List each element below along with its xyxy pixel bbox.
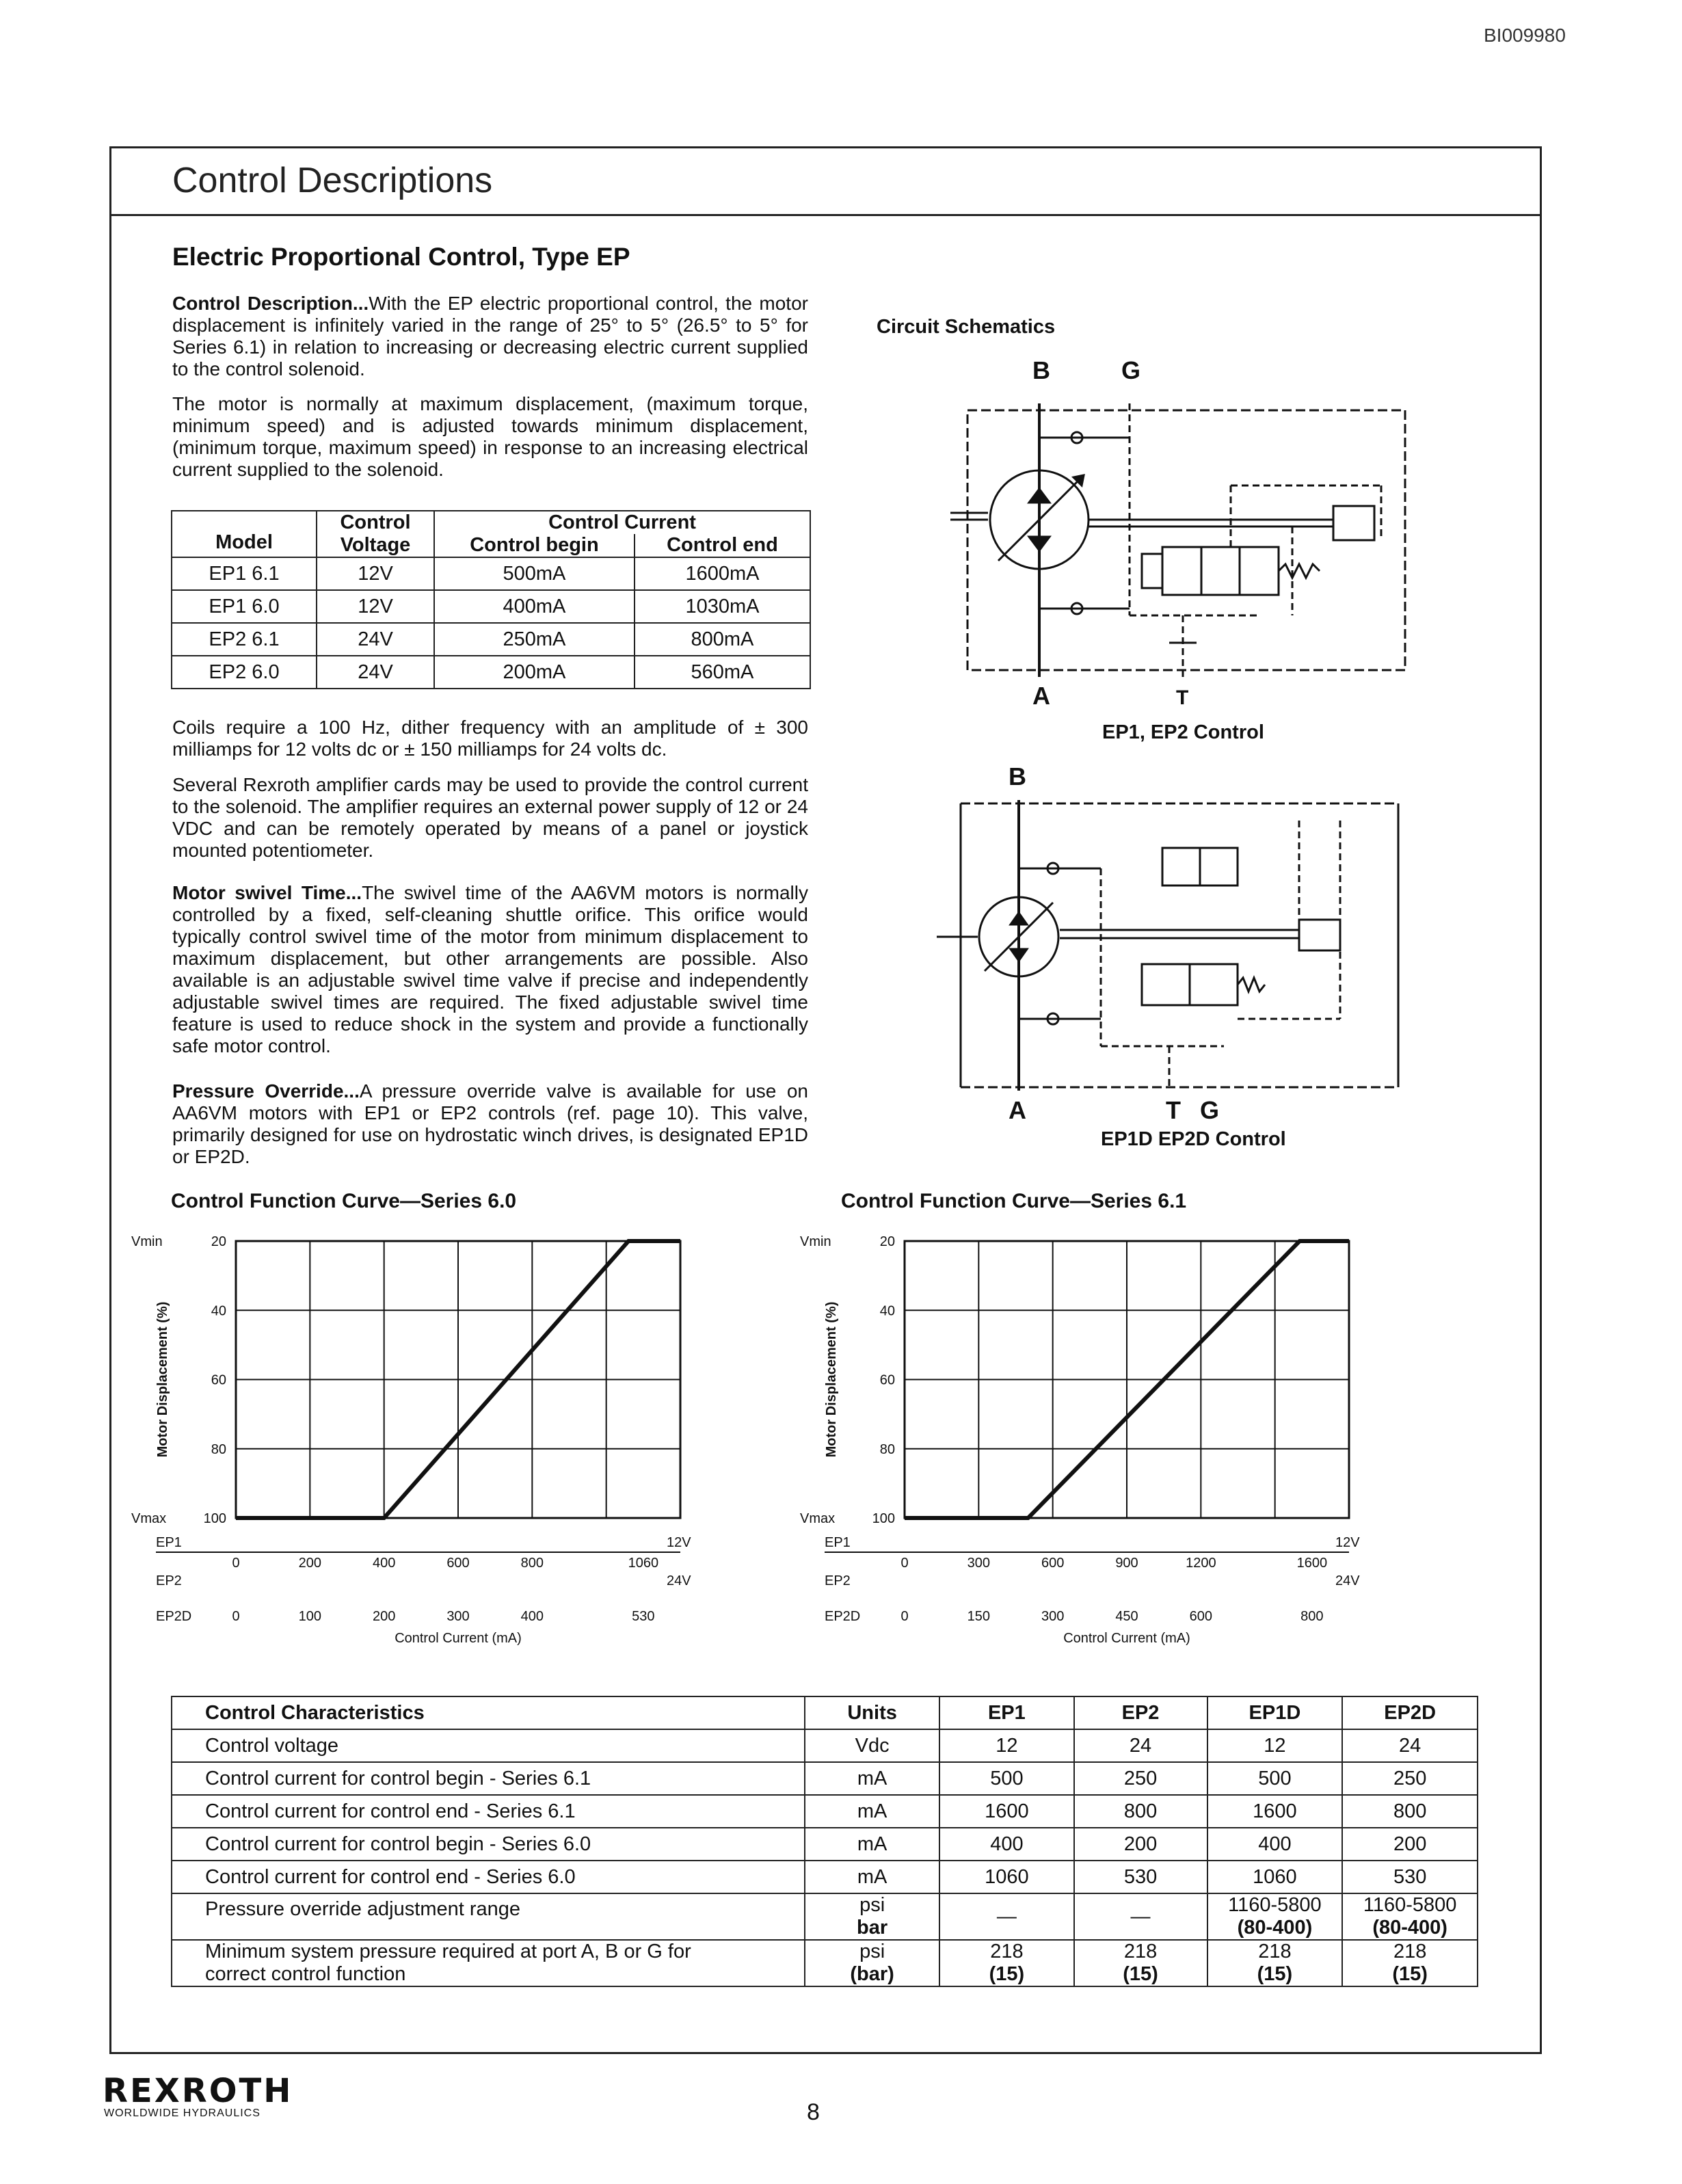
po-ep1d-psi: 1160-5800 — [1228, 1894, 1322, 1916]
port-a-label: A — [1009, 1096, 1026, 1121]
col-header: EP2 — [1074, 1696, 1207, 1729]
cell-label: Control current for control end - Series 6.1 — [172, 1795, 805, 1828]
x-tick-label: 150 — [967, 1609, 991, 1624]
paragraph-swivel-time — [172, 882, 808, 1057]
min-pressure-label-2: correct control function — [205, 1963, 406, 1985]
x-tick-label: 800 — [1300, 1609, 1324, 1624]
mp-ep1-psi: 218 — [990, 1941, 1024, 1962]
schematic-ep1d-ep2d — [916, 759, 1409, 1121]
col-end: Control end — [635, 534, 810, 557]
y-tick-label: 20 — [211, 1234, 226, 1249]
paragraph-head: Motor swivel Time... — [172, 882, 362, 903]
paragraph-body: The motor is normally at maximum displacement, (maximum torque, minimum speed) and is adjusted towards minimum displacement, (minimum torque, maximum speed) in response to an increasing electrical current supplied to the solenoid. — [172, 393, 808, 480]
port-b-label: B — [1009, 762, 1026, 790]
po-ep2d-bar: (80-400) — [1372, 1917, 1447, 1939]
vmin-label: Vmin — [131, 1234, 163, 1249]
col-voltage-1: Control — [317, 511, 434, 534]
cell-ep1d: 1600 — [1207, 1795, 1343, 1828]
y-tick-label: 80 — [211, 1441, 226, 1457]
cell-end: 1030mA — [635, 590, 810, 623]
header-divider — [109, 214, 1542, 216]
cell-ep2d: 200 — [1342, 1828, 1478, 1861]
vmax-label: Vmax — [131, 1511, 167, 1526]
col-begin: Control begin — [434, 534, 635, 557]
mp-ep1d-bar: (15) — [1257, 1963, 1293, 1985]
schematics-title: Circuit Schematics — [877, 316, 1056, 338]
port-t-label: T — [1176, 687, 1189, 709]
cell-begin: 250mA — [434, 623, 635, 656]
cell-ep2: 200 — [1074, 1828, 1207, 1861]
table-row — [172, 1795, 1478, 1828]
cell-ep1: 1060 — [939, 1861, 1073, 1893]
y-tick-label: 100 — [872, 1511, 895, 1526]
control-current-table — [171, 510, 811, 689]
x-tick-label: 200 — [298, 1556, 322, 1571]
mp-ep2 — [1074, 1940, 1207, 1986]
control-characteristics-table — [171, 1696, 1478, 1987]
mp-ep1d-psi: 218 — [1258, 1941, 1292, 1962]
scale-row-label: EP2 — [825, 1573, 851, 1588]
paragraph-head: Pressure Override... — [172, 1080, 360, 1102]
cell-ep2: 530 — [1074, 1861, 1207, 1893]
table-row — [172, 1762, 1478, 1795]
cell-model: EP1 6.0 — [172, 590, 317, 623]
table-row — [172, 1861, 1478, 1893]
schematic-ep1-ep2 — [937, 356, 1429, 738]
mp-ep1d — [1207, 1940, 1343, 1986]
paragraph-motor-max — [172, 393, 808, 481]
x-tick-label: 0 — [232, 1609, 240, 1624]
scale-volt-label: 12V — [1335, 1535, 1360, 1550]
x-tick-label: 600 — [1041, 1556, 1065, 1571]
cell-ep2: 250 — [1074, 1762, 1207, 1795]
cell-label: Control current for control begin - Series 6.0 — [172, 1828, 805, 1861]
scale-row-label: EP2D — [825, 1609, 861, 1624]
cell-voltage: 12V — [317, 557, 434, 590]
cell-unit: mA — [805, 1762, 939, 1795]
paragraph-body: With the EP electric proportional control, the motor displacement is infinitely varied in the range of 25° to 5° (26.5° to 5° for Series 6.1) in relation to increasing or decreasing electric current supplied to the control solenoid. — [172, 293, 808, 379]
section-title: Electric Proportional Control, Type EP — [172, 243, 630, 271]
x-tick-label: 400 — [372, 1556, 396, 1571]
port-g-label: G — [1200, 1096, 1220, 1121]
y-tick-label: 20 — [879, 1234, 895, 1249]
cell-end: 1600mA — [635, 557, 810, 590]
brand-subtitle: WORLDWIDE HYDRAULICS — [104, 2107, 261, 2119]
cell-model: EP2 6.0 — [172, 656, 317, 689]
unit-psi: psi — [859, 1894, 885, 1916]
x-axis-label: Control Current (mA) — [1063, 1631, 1190, 1646]
schematic-caption-bottom: EP1D EP2D Control — [1101, 1128, 1286, 1150]
y-axis-label: Motor Displacement (%) — [824, 1301, 839, 1458]
y-tick-label: 80 — [879, 1441, 895, 1457]
chart-series-6-1 — [792, 1224, 1393, 1655]
po-ep1: — — [939, 1893, 1073, 1940]
x-tick-label: 900 — [1115, 1556, 1138, 1571]
po-ep2d — [1342, 1893, 1478, 1940]
page-title: Control Descriptions — [172, 161, 493, 200]
y-tick-label: 40 — [211, 1303, 226, 1319]
scale-volt-label: 24V — [667, 1573, 691, 1588]
x-tick-label: 0 — [232, 1556, 240, 1571]
paragraph-amplifier — [172, 774, 808, 862]
cell-ep2d: 530 — [1342, 1861, 1478, 1893]
cell-unit: Vdc — [805, 1729, 939, 1762]
port-a-label: A — [1032, 682, 1050, 710]
x-tick-label: 300 — [1041, 1609, 1065, 1624]
scale-volt-label: 12V — [667, 1535, 691, 1550]
table-row — [172, 557, 810, 590]
table-row — [172, 590, 810, 623]
chart-series-6-0 — [123, 1224, 725, 1655]
min-pressure-label — [172, 1940, 805, 1986]
scale-row-label: EP1 — [156, 1535, 182, 1550]
col-header: EP1D — [1207, 1696, 1343, 1729]
mp-ep2d-psi: 218 — [1393, 1941, 1427, 1962]
cell-ep2d: 250 — [1342, 1762, 1478, 1795]
cell-voltage: 24V — [317, 623, 434, 656]
cell-unit: mA — [805, 1828, 939, 1861]
cell-ep1d: 1060 — [1207, 1861, 1343, 1893]
cell-voltage: 12V — [317, 590, 434, 623]
cell-ep1d: 400 — [1207, 1828, 1343, 1861]
cell-end: 800mA — [635, 623, 810, 656]
unit-bar: (bar) — [850, 1963, 894, 1985]
scale-volt-label: 24V — [1335, 1573, 1360, 1588]
po-ep1d — [1207, 1893, 1343, 1940]
unit-psi: psi — [859, 1941, 885, 1962]
table-row — [172, 1729, 1478, 1762]
cell-ep1: 1600 — [939, 1795, 1073, 1828]
cell-label: Control current for control begin - Series 6.1 — [172, 1762, 805, 1795]
cell-label: Control current for control end - Series 6.0 — [172, 1861, 805, 1893]
unit-bar: bar — [857, 1917, 888, 1939]
x-tick-label: 100 — [298, 1609, 322, 1624]
mp-ep2-bar: (15) — [1123, 1963, 1158, 1985]
cell-begin: 200mA — [434, 656, 635, 689]
paragraph-coils — [172, 717, 808, 760]
y-axis-label: Motor Displacement (%) — [155, 1301, 170, 1458]
paragraph-body: Coils require a 100 Hz, dither frequency with an amplitude of ± 300 milliamps for 12 volts dc or ± 150 milliamps for 24 volts dc. — [172, 717, 808, 760]
vmin-label: Vmin — [800, 1234, 831, 1249]
cell-ep1d: 12 — [1207, 1729, 1343, 1762]
cell-ep2d: 24 — [1342, 1729, 1478, 1762]
x-axis-label: Control Current (mA) — [395, 1631, 522, 1646]
po-ep2d-psi: 1160-5800 — [1363, 1894, 1457, 1916]
table-row — [172, 656, 810, 689]
cell-ep2: 24 — [1074, 1729, 1207, 1762]
y-tick-label: 100 — [203, 1511, 226, 1526]
paragraph-control-description — [172, 293, 808, 380]
x-tick-label: 300 — [967, 1556, 991, 1571]
x-tick-label: 600 — [446, 1556, 470, 1571]
page-number: 8 — [807, 2099, 820, 2125]
x-tick-label: 300 — [446, 1609, 470, 1624]
table-row — [172, 1828, 1478, 1861]
y-tick-label: 60 — [879, 1372, 895, 1388]
vmax-label: Vmax — [800, 1511, 836, 1526]
chart-title-right: Control Function Curve—Series 6.1 — [841, 1190, 1187, 1212]
port-t-label: T — [1166, 1096, 1181, 1121]
brand-logo: REXROTH — [103, 2072, 293, 2110]
y-tick-label: 60 — [211, 1372, 226, 1388]
pressure-override-label: Pressure override adjustment range — [172, 1893, 805, 1940]
cell-ep1: 12 — [939, 1729, 1073, 1762]
col-model: Model — [172, 511, 317, 557]
cell-ep1d: 500 — [1207, 1762, 1343, 1795]
cell-begin: 400mA — [434, 590, 635, 623]
cell-voltage: 24V — [317, 656, 434, 689]
port-g-label: G — [1121, 356, 1141, 384]
schematic-caption-top: EP1, EP2 Control — [1102, 721, 1264, 743]
cell-model: EP2 6.1 — [172, 623, 317, 656]
x-tick-label: 200 — [372, 1609, 396, 1624]
x-tick-label: 600 — [1189, 1609, 1213, 1624]
col-header: Control Characteristics — [172, 1696, 805, 1729]
x-tick-label: 450 — [1115, 1609, 1138, 1624]
document-id: BI009980 — [1484, 25, 1566, 46]
col-header: EP1 — [939, 1696, 1073, 1729]
x-tick-label: 1200 — [1186, 1556, 1216, 1571]
mp-ep2d-bar: (15) — [1392, 1963, 1428, 1985]
min-pressure-unit — [805, 1940, 939, 1986]
cell-unit: mA — [805, 1795, 939, 1828]
cell-end: 560mA — [635, 656, 810, 689]
paragraph-body: Several Rexroth amplifier cards may be used to provide the control current to the solenoid. The amplifier requires an external power supply of 12 or 24 VDC and can be remotely operated by means of a panel or joystick mounted potentiometer. — [172, 774, 808, 861]
po-ep2: — — [1074, 1893, 1207, 1940]
cell-model: EP1 6.1 — [172, 557, 317, 590]
cell-ep2d: 800 — [1342, 1795, 1478, 1828]
paragraph-body: The swivel time of the AA6VM motors is normally controlled by a fixed, self-cleaning shuttle orifice. This orifice would typically control swivel time of the motor from minimum displacement to maximum displacement, but other arrangements are possible. Also available is an adjustable swivel time valve if precise and independently adjustable swivel times are required. The fixed adjustable swivel time feature is used to reduce shock in the system and provide a functionally safe motor control. — [172, 882, 808, 1056]
po-ep1d-bar: (80-400) — [1237, 1917, 1313, 1939]
mp-ep1 — [939, 1940, 1073, 1986]
paragraph-body: A pressure override valve is available for use on AA6VM motors with EP1 or EP2 controls (ref. page 10). This valve, primarily designed for use on hydrostatic winch drives, is designated EP1D or EP2D. — [172, 1080, 808, 1167]
cell-ep2: 800 — [1074, 1795, 1207, 1828]
x-tick-label: 0 — [900, 1609, 909, 1624]
x-tick-label: 0 — [900, 1556, 909, 1571]
cell-ep1: 400 — [939, 1828, 1073, 1861]
chart-title-left: Control Function Curve—Series 6.0 — [171, 1190, 517, 1212]
min-pressure-label-1: Minimum system pressure required at port A, B or G for — [205, 1941, 691, 1962]
cell-ep1: 500 — [939, 1762, 1073, 1795]
col-header: EP2D — [1342, 1696, 1478, 1729]
table-row — [172, 623, 810, 656]
col-current-group: Control Current — [434, 511, 810, 534]
x-tick-label: 530 — [632, 1609, 655, 1624]
scale-row-label: EP1 — [825, 1535, 851, 1550]
x-tick-label: 800 — [520, 1556, 544, 1571]
cell-label: Control voltage — [172, 1729, 805, 1762]
cell-begin: 500mA — [434, 557, 635, 590]
x-tick-label: 1060 — [628, 1556, 659, 1571]
pressure-override-unit — [805, 1893, 939, 1940]
mp-ep2d — [1342, 1940, 1478, 1986]
y-tick-label: 40 — [879, 1303, 895, 1319]
cell-unit: mA — [805, 1861, 939, 1893]
mp-ep2-psi: 218 — [1123, 1941, 1158, 1962]
col-header: Units — [805, 1696, 939, 1729]
mp-ep1-bar: (15) — [989, 1963, 1025, 1985]
scale-row-label: EP2D — [156, 1609, 192, 1624]
col-voltage-2: Voltage — [317, 534, 434, 557]
port-b-label: B — [1032, 356, 1050, 384]
paragraph-pressure-override — [172, 1080, 808, 1168]
x-tick-label: 400 — [520, 1609, 544, 1624]
paragraph-head: Control Description... — [172, 293, 369, 314]
scale-row-label: EP2 — [156, 1573, 182, 1588]
x-tick-label: 1600 — [1296, 1556, 1328, 1571]
